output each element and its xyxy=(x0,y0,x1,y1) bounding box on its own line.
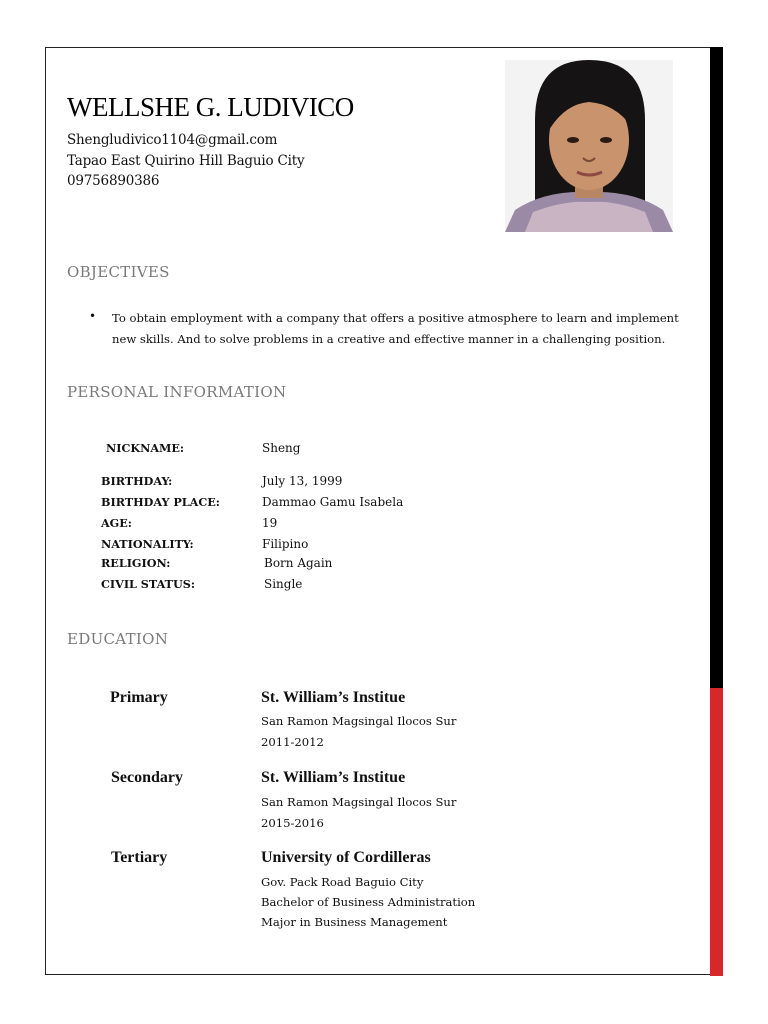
objectives-text: To obtain employment with a company that offers a positive atmosphere to learn and implement new skills. And to solve problems in a creative and effective manner in a challenging position. xyxy=(112,311,679,346)
portrait-illustration xyxy=(505,60,673,232)
address-text: Tapao East Quirino Hill Baguio City xyxy=(67,153,305,169)
civil-status-value: Single xyxy=(264,577,303,591)
edu-level-secondary: Secondary xyxy=(111,769,183,786)
bullet-icon: • xyxy=(89,309,97,323)
edu-primary-line-2: 2011-2012 xyxy=(261,735,324,749)
age-value: 19 xyxy=(262,516,278,530)
objectives-heading: OBJECTIVES xyxy=(67,263,170,281)
birthday-value: July 13, 1999 xyxy=(262,474,343,488)
profile-photo xyxy=(505,60,673,232)
religion-value: Born Again xyxy=(264,556,333,570)
personal-info-heading: PERSONAL INFORMATION xyxy=(67,383,287,401)
edu-tertiary-line-1: Gov. Pack Road Baguio City xyxy=(261,875,424,889)
nationality-label: NATIONALITY: xyxy=(101,537,194,551)
edu-school-tertiary: University of Cordilleras xyxy=(261,849,431,866)
edu-school-secondary: St. William’s Institue xyxy=(261,769,406,786)
edu-tertiary-line-3: Major in Business Management xyxy=(261,915,448,929)
nationality-value: Filipino xyxy=(262,537,309,551)
civil-status-label: CIVIL STATUS: xyxy=(101,577,195,591)
nickname-value: Sheng xyxy=(262,441,301,455)
age-label: AGE: xyxy=(101,516,132,530)
edu-level-tertiary: Tertiary xyxy=(111,849,168,866)
birthday-label: BIRTHDAY: xyxy=(101,474,173,488)
edu-primary-line-1: San Ramon Magsingal Ilocos Sur xyxy=(261,714,457,728)
birthday-place-value: Dammao Gamu Isabela xyxy=(262,495,404,509)
phone-text: 09756890386 xyxy=(67,173,160,189)
edu-secondary-line-2: 2015-2016 xyxy=(261,816,324,830)
birthday-place-label: BIRTHDAY PLACE: xyxy=(101,495,220,509)
accent-bar-black xyxy=(710,47,723,688)
email-text: Shengludivico1104@gmail.com xyxy=(67,132,278,148)
religion-label: RELIGION: xyxy=(101,556,171,570)
nickname-label: NICKNAME: xyxy=(106,441,185,455)
education-heading: EDUCATION xyxy=(67,630,169,648)
edu-secondary-line-1: San Ramon Magsingal Ilocos Sur xyxy=(261,795,457,809)
applicant-name: WELLSHE G. LUDIVICO xyxy=(67,92,354,122)
edu-tertiary-line-2: Bachelor of Business Administration xyxy=(261,895,476,909)
accent-bar-red xyxy=(710,688,723,976)
edu-level-primary: Primary xyxy=(110,689,168,706)
edu-school-primary: St. William’s Institue xyxy=(261,689,406,706)
